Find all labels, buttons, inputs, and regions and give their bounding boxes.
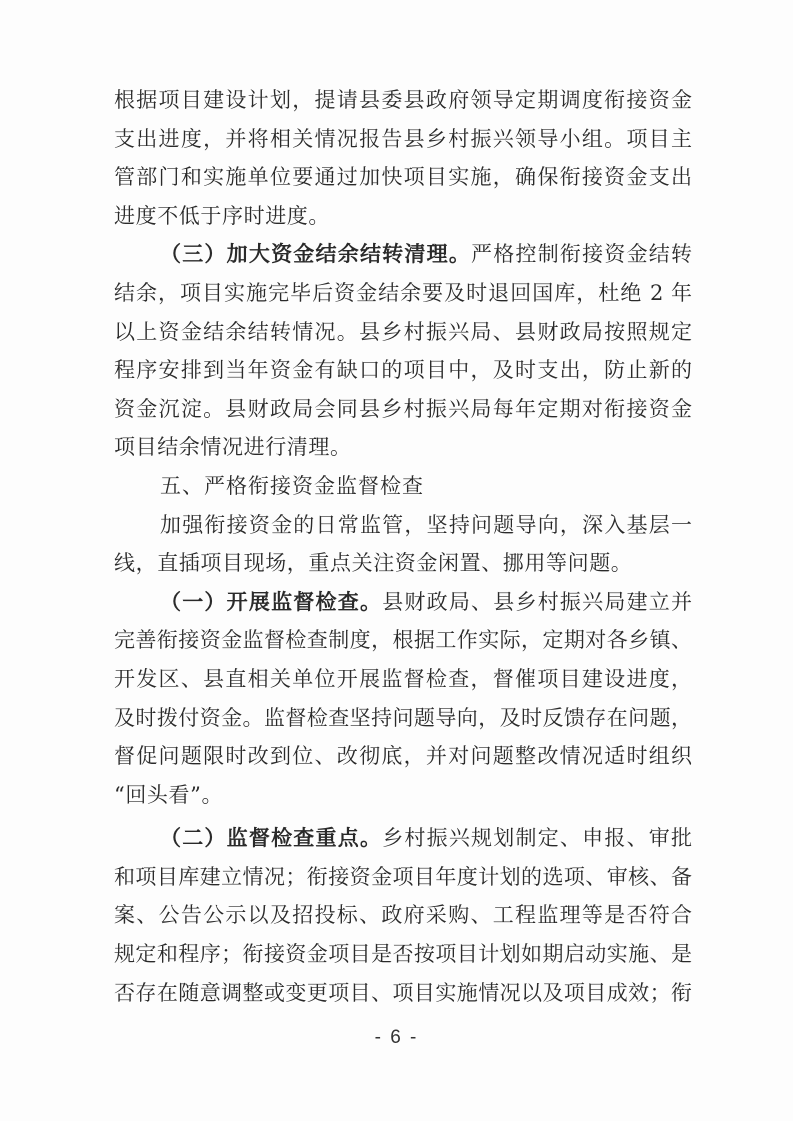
- subsection-two-line: [114, 819, 692, 858]
- text-span: 乡村振兴规划制定、申报、审批: [382, 826, 693, 851]
- text-line: 结余，项目实施完毕后资金结余要及时退回国库，杜绝 2 年: [114, 280, 692, 305]
- subsection-two-heading: （二）监督检查重点。: [160, 826, 383, 851]
- text-line: 规定和程序；衔接资金项目是否按项目计划如期启动实施、是: [114, 942, 692, 967]
- subsection-three-heading: （三）加大资金结余结转清理。: [160, 242, 472, 267]
- text-line: “回头看”。: [114, 782, 224, 807]
- text-line: 案、公告公示以及招投标、政府采购、工程监理等是否符合: [114, 903, 692, 928]
- text-line: 管部门和实施单位要通过加快项目实施，确保衔接资金支出: [114, 165, 692, 190]
- text-line: 项目结余情况进行清理。: [114, 435, 352, 460]
- text-line: 进度不低于序时进度。: [114, 203, 330, 228]
- text-line: 加强衔接资金的日常监管，坚持问题导向，深入基层一: [160, 512, 692, 537]
- text-line: 和项目库建立情况；衔接资金项目年度计划的选项、审核、备: [114, 864, 692, 889]
- text-span: 严格控制衔接资金结转: [471, 242, 693, 267]
- document-body: [114, 81, 692, 1012]
- page-number: - 6 -: [374, 1027, 419, 1048]
- text-line: 程序安排到当年资金有缺口的项目中，及时支出，防止新的: [114, 358, 692, 383]
- text-line: 督促问题限时改到位、改彻底，并对问题整改情况适时组织: [114, 744, 692, 769]
- text-span: 县财政局、县乡村振兴局建立并: [382, 589, 693, 614]
- text-line: 线，直插项目现场，重点关注资金闲置、挪用等问题。: [114, 551, 633, 576]
- subsection-one-heading: （一）开展监督检查。: [160, 589, 383, 614]
- text-line: 支出进度，并将相关情况报告县乡村振兴领导小组。项目主: [114, 126, 692, 151]
- text-line: 完善衔接资金监督检查制度，根据工作实际，定期对各乡镇、: [114, 628, 692, 653]
- text-line: 资金沉淀。县财政局会同县乡村振兴局每年定期对衔接资金: [114, 396, 692, 421]
- subsection-three-line: [114, 235, 692, 274]
- text-line: 及时拨付资金。监督检查坚持问题导向，及时反馈存在问题，: [114, 705, 692, 730]
- section-five-heading: 五、严格衔接资金监督检查: [160, 473, 424, 498]
- text-line: 否存在随意调整或变更项目、项目实施情况以及项目成效；衔: [114, 980, 692, 1005]
- text-line: 开发区、县直相关单位开展监督检查，督催项目建设进度，: [114, 666, 692, 691]
- text-line: 以上资金结余结转情况。县乡村振兴局、县财政局按照规定: [114, 319, 692, 344]
- text-line: 根据项目建设计划，提请县委县政府领导定期调度衔接资金: [114, 88, 692, 112]
- subsection-one-line: [114, 583, 692, 622]
